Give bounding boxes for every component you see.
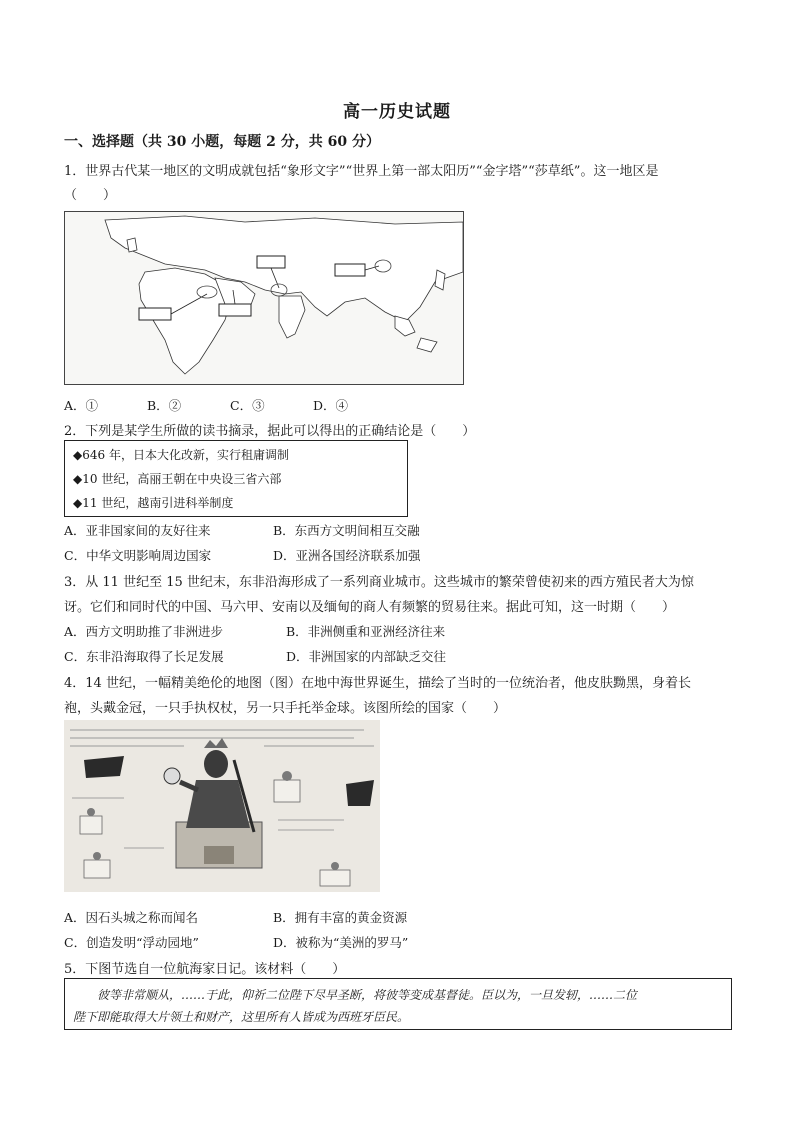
q5-diary-box — [64, 978, 732, 1030]
q4-option-c: C．创造发明“浮动园地” — [64, 935, 199, 950]
q2-excerpt-box — [64, 440, 408, 517]
q1-option-d: D．④ — [313, 398, 349, 413]
q1-stem-line2: （ ） — [64, 188, 117, 203]
q4-option-d: D．被称为“美洲的罗马” — [273, 935, 409, 950]
throne-base — [204, 846, 234, 864]
q1-stem-line1: 1．世界古代某一地区的文明成就包括“象形文字”“世界上第一部太阳历”“金字塔”“莎草纸”。这一地区是 — [64, 164, 659, 179]
q5-diary-line-1: 彼等非常顺从，……于此，仰祈二位陛下尽早圣断，将彼等变成基督徒。臣以为，一旦发轫，……二位 — [97, 988, 638, 1002]
q2-option-a: A．亚非国家间的友好往来 — [64, 523, 211, 538]
q5-diary-line-2: 陛下即能取得大片领土和财产，这里所有人皆成为西班牙臣民。 — [73, 1010, 410, 1024]
ruler-head — [204, 750, 228, 778]
q4-stem-line2: 袍，头戴金冠，一只手执权杖，另一只手托举金球。该图所绘的国家（ ） — [64, 701, 507, 716]
q2-excerpt-line-1: ◆646 年，日本大化改新，实行租庸调制 — [73, 448, 289, 462]
japan-landmass — [435, 270, 445, 290]
map-label-box-4 — [335, 264, 365, 276]
q5-stem: 5．下图节选自一位航海家日记。该材料（ ） — [64, 962, 346, 977]
town-4 — [84, 860, 110, 878]
q3-stem-line1: 3．从 11 世纪至 15 世纪末，东非沿海形成了一系列商业城市。这些城市的繁荣曾使初来的西方殖民者大为惊 — [64, 575, 694, 590]
q4-stem-line1: 4．14 世纪，一幅精美绝伦的地图（图）在地中海世界诞生，描绘了当时的一位统治者，他皮肤黝黑，身着长 — [64, 676, 691, 691]
map-label-box-1 — [139, 308, 171, 320]
q2-stem: 2．下列是某学生所做的读书摘录，据此可以得出的正确结论是（ ） — [64, 424, 476, 439]
q2-excerpt-line-2: ◆10 世纪，高丽王朝在中央设三省六部 — [73, 472, 282, 486]
section-heading: 一、选择题（共 30 小题，每题 2 分，共 60 分） — [64, 134, 380, 150]
q1-option-c: C．③ — [230, 398, 265, 413]
q3-stem-line2: 讶。它们和同时代的中国、马六甲、安南以及缅甸的商人有频繁的贸易往来。据此可知，这一时期（ ） — [64, 600, 676, 615]
q1-option-b: B．② — [147, 398, 182, 413]
world-map-svg — [65, 212, 463, 384]
catalan-atlas-svg — [64, 720, 380, 892]
q3-option-c: C．东非沿海取得了长足发展 — [64, 649, 224, 664]
q4-option-b: B．拥有丰富的黄金资源 — [273, 910, 408, 925]
q3-option-a: A．西方文明助推了非洲进步 — [64, 624, 224, 639]
q3-option-d: D．非洲国家的内部缺乏交往 — [286, 649, 447, 664]
britain-landmass — [127, 238, 137, 252]
q2-option-d: D．亚洲各国经济联系加强 — [273, 548, 421, 563]
map-label-box-2 — [219, 304, 251, 316]
q2-option-c: C．中华文明影响周边国家 — [64, 548, 212, 563]
q1-option-a: A．① — [64, 398, 99, 413]
map-label-box-3 — [257, 256, 285, 268]
right-flag — [346, 780, 374, 806]
catalan-atlas-figure — [64, 720, 380, 892]
world-map-figure — [64, 211, 464, 385]
town-3 — [320, 870, 350, 886]
town-2 — [274, 780, 300, 802]
q2-option-b: B．东西方文明间相互交融 — [273, 523, 420, 538]
q4-option-a: A．因石头城之称而闻名 — [64, 910, 199, 925]
page-title: 高一历史试题 — [343, 102, 451, 122]
town-1 — [80, 816, 102, 834]
q3-option-b: B．非洲侧重和亚洲经济往来 — [286, 624, 446, 639]
golden-orb — [164, 768, 180, 784]
q2-excerpt-line-3: ◆11 世纪，越南引进科举制度 — [73, 496, 234, 510]
